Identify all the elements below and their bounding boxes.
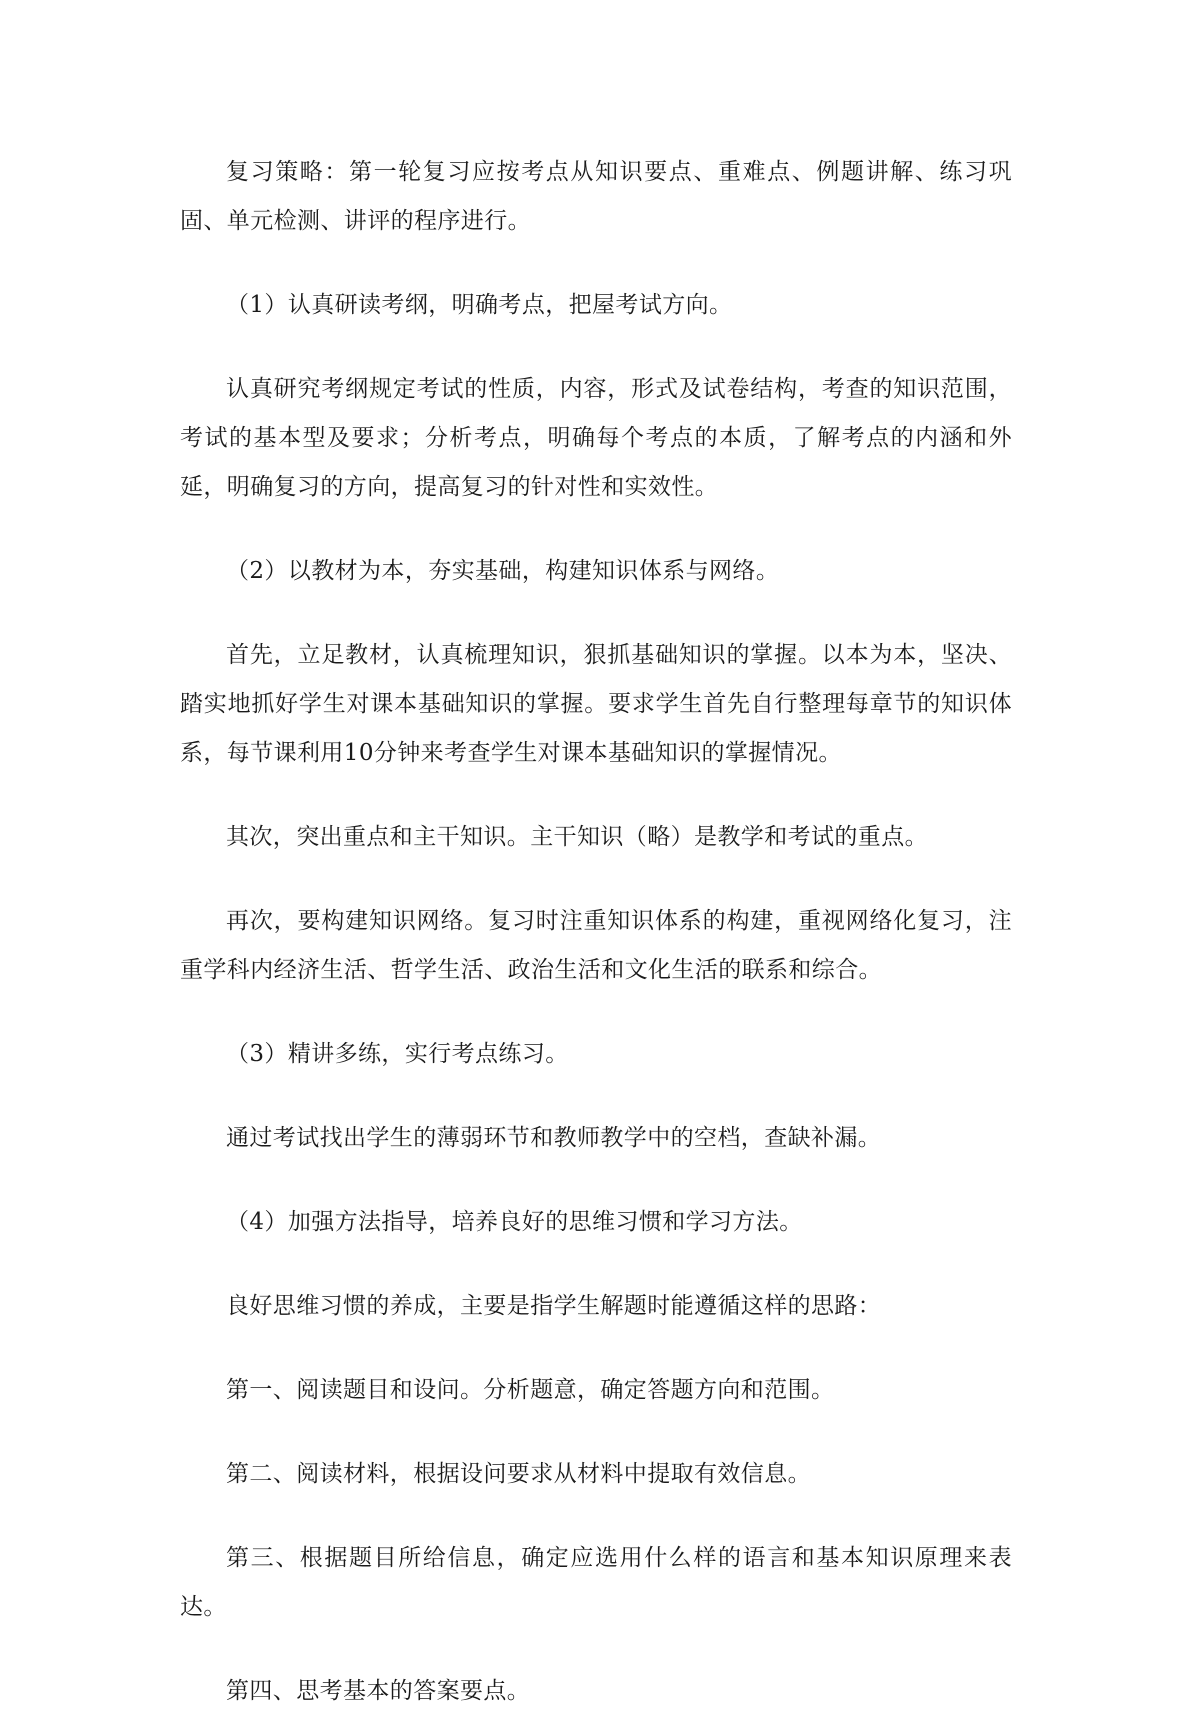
paragraph-gap bbox=[180, 1331, 1012, 1366]
document-body bbox=[180, 148, 1012, 1716]
paragraph-gap bbox=[180, 995, 1012, 1030]
paragraph-third: 再次，要构建知识网络。复习时注重知识体系的构建，重视网络化复习，注重学科内经济生活、哲学生活、政治生活和文化生活的联系和综合。 bbox=[180, 908, 1012, 983]
paragraph-gap bbox=[180, 1079, 1012, 1114]
paragraph-gap bbox=[180, 1499, 1012, 1534]
paragraph-first: 首先，立足教材，认真梳理知识，狠抓基础知识的掌握。以本为本，坚决、踏实地抓好学生对课本基础知识的掌握。要求学生首先自行整理每章节的知识体系，每节课利用10分钟来考查学生对课本基础知识的掌握情况。 bbox=[180, 642, 1012, 766]
paragraph-second: 其次，突出重点和主干知识。主干知识（略）是教学和考试的重点。 bbox=[226, 824, 928, 850]
paragraph-gap bbox=[180, 596, 1012, 631]
heading-item-2: （2）以教材为本，夯实基础，构建知识体系与网络。 bbox=[226, 558, 780, 584]
paragraph-study-syllabus: 认真研究考纲规定考试的性质，内容，形式及试卷结构，考查的知识范围，考试的基本型及要求；分析考点，明确每个考点的本质，了解考点的内涵和外延，明确复习的方向，提高复习的针对性和实效性。 bbox=[180, 376, 1012, 500]
step-four: 第四、思考基本的答案要点。 bbox=[226, 1678, 531, 1704]
paragraph-gap bbox=[180, 778, 1012, 813]
step-two: 第二、阅读材料，根据设问要求从材料中提取有效信息。 bbox=[226, 1461, 811, 1487]
step-three: 第三、根据题目所给信息，确定应选用什么样的语言和基本知识原理来表达。 bbox=[180, 1545, 1012, 1620]
paragraph-review-strategy: 复习策略：第一轮复习应按考点从知识要点、重难点、例题讲解、练习巩固、单元检测、讲评的程序进行。 bbox=[180, 159, 1012, 234]
paragraph-exam-gaps: 通过考试找出学生的薄弱环节和教师教学中的空档，查缺补漏。 bbox=[226, 1125, 882, 1151]
paragraph-gap bbox=[180, 1163, 1012, 1198]
heading-item-1: （1）认真研读考纲，明确考点，把屋考试方向。 bbox=[226, 292, 733, 318]
paragraph-gap bbox=[180, 1632, 1012, 1667]
paragraph-gap bbox=[180, 1247, 1012, 1282]
paragraph-gap bbox=[180, 862, 1012, 897]
paragraph-thinking-habits: 良好思维习惯的养成，主要是指学生解题时能遵循这样的思路： bbox=[226, 1293, 882, 1319]
heading-item-3: （3）精讲多练，实行考点练习。 bbox=[226, 1041, 569, 1067]
heading-item-4: （4）加强方法指导，培养良好的思维习惯和学习方法。 bbox=[226, 1209, 803, 1235]
paragraph-gap bbox=[180, 512, 1012, 547]
step-one: 第一、阅读题目和设问。分析题意，确定答题方向和范围。 bbox=[226, 1377, 835, 1403]
paragraph-gap bbox=[180, 330, 1012, 365]
paragraph-gap bbox=[180, 246, 1012, 281]
paragraph-gap bbox=[180, 1415, 1012, 1450]
